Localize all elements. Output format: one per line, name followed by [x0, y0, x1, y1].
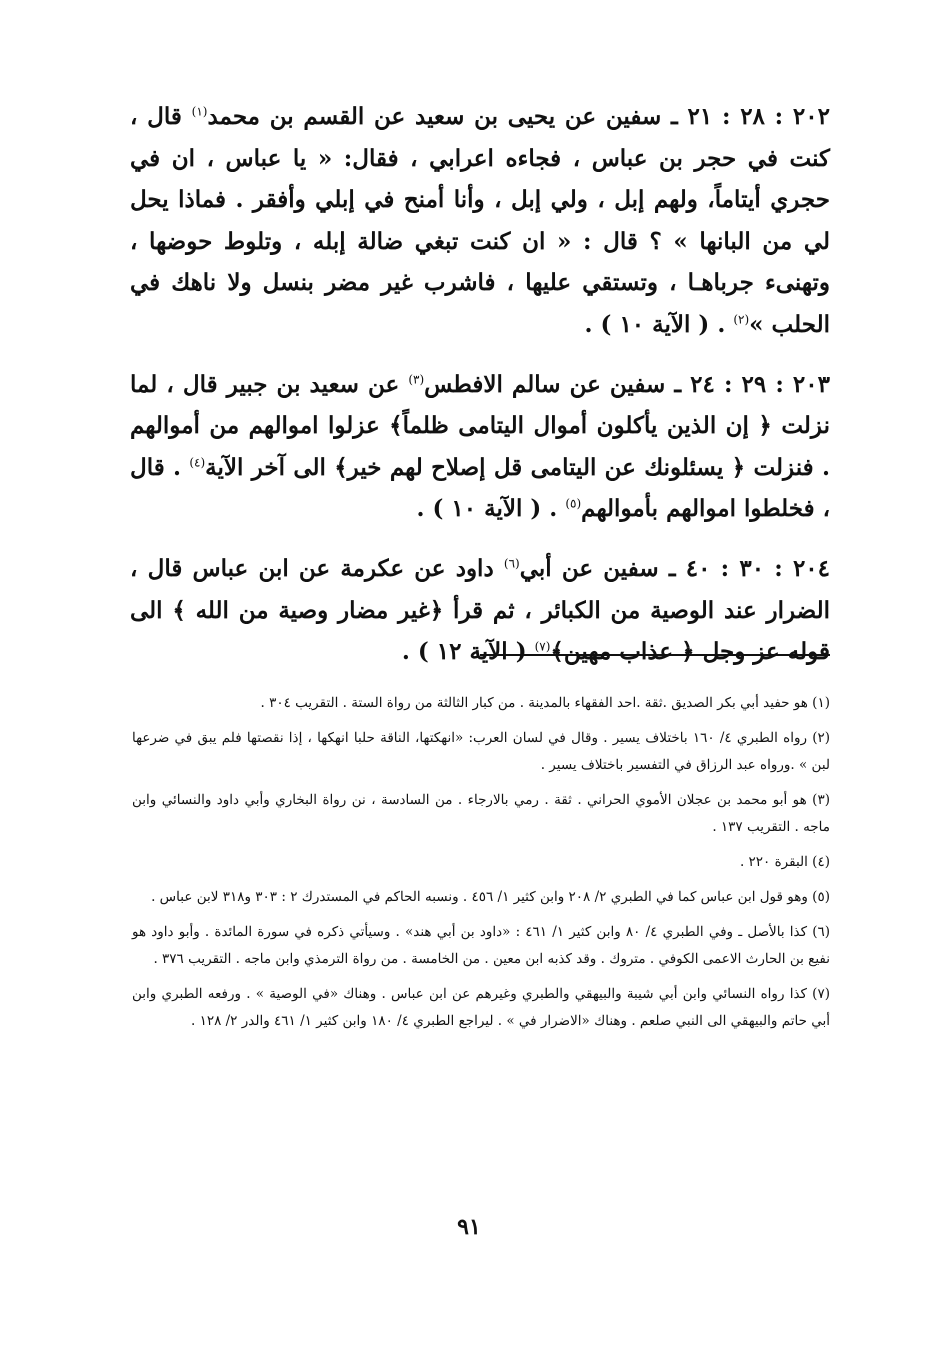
footnote-7: (٧) كذا رواه النسائي وابن أبي شيبة والبيهقي والطبري وغيرهم عن ابن عباس . وهناك «في الوصية » . ورفعه الطبري وابن أبي حاتم والبيهقي الى النبي صلعم . وهناك «الاضرار في » . ليراجع الطبري ٤/ ١٨٠ وابن كثير ١/ ٤٦١ والدر ٢/ ١٢٨ . [132, 986, 830, 1029]
footnote-ref-6[interactable]: (٦) [503, 556, 520, 571]
footnote-ref-4[interactable]: (٤) [189, 455, 206, 470]
footnote-2: (٢) رواه الطبري ٤/ ١٦٠ باختلاف يسير . وقال في لسان العرب: «انهكتها، الناقة حلبا انهكها ، إذا نقصتها فلم يبق في ضرعها لبن » .ورواه عبد الرزاق في التفسير باختلاف يسير . [132, 730, 831, 773]
footnotes [132, 690, 830, 1043]
footnote-ref-5[interactable]: (٥) [565, 496, 582, 511]
paragraph-202: ٢٠٢ : ٢٨ : ٢١ ـ سفين عن يحيى بن سعيد عن القسم بن محمد$^{(١)}$ قال ، كنت في حجر بن عباس ، فجاءه اعرابي ، فقال: « يا عباس ، ان في حجري أيتاماً، ولهم إبل ، ولي إبل ، وأنا أمنح في إبلي وأفقر . فماذا يحل لي من البانها » ؟ قال : « ان كنت تبغي ضالة إبله ، وتلوط حوضها ، وتهنىء جرباهـا ، وتستقي عليها ، فاشرب غير مضر بنسل ولا ناهك في الحلب »$^{(٢)}$ . ( الآية ١٠ ) . [130, 103, 831, 338]
footnote-3: (٣) هو أبو محمد بن عجلان الأموي الحراني . ثقة . رمي بالارجاء . من السادسة ، نن رواة البخاري وأبي داود والنسائي وابن ماجه . التقريب ١٣٧ . [132, 792, 830, 835]
footnote-ref-2[interactable]: (٢) [733, 312, 750, 327]
main-text [130, 96, 830, 691]
page-number: ٩١ [457, 1214, 481, 1240]
footnote-ref-7[interactable]: (٧) [534, 639, 551, 654]
footnote-ref-3[interactable]: (٣) [408, 371, 425, 386]
footnote-5: (٥) وهو قول ابن عباس كما في الطبري ٢/ ٢٠٨ وابن كثير ١/ ٤٥٦ . ونسبه الحاكم في المستدرك ٢ : ٣٠٣ و٣١٨ لابن عباس . [151, 889, 830, 905]
footnote-4: (٤) البقرة ٢٢٠ . [739, 854, 830, 870]
footnote-ref-1[interactable]: (١) [191, 104, 208, 119]
footnote-1: (١) هو حفيد أبي بكر الصديق .ثقة .احد الفقهاء بالمدينة . من كبار الثالثة من رواة الستة . التقريب ٣٠٤ . [260, 695, 830, 711]
paragraph-203: ٢٠٣ : ٢٩ : ٢٤ ـ سفين عن سالم الافطس$^{(٣)}$ عن سعيد بن جبير قال ، لما نزلت ﴿ إن الذين يأكلون أموال اليتامى ظلماً﴾ عزلوا اموالهم من أموالهم . فنزلت ﴿ يسئلونك عن اليتامى قل إصلاح لهم خير﴾ الى آخر الآية$^{(٤)}$ . قال ، فخلطوا اموالهم بأموالهم$^{(٥)}$ . ( الآية ١٠ ) . [130, 370, 830, 523]
paragraph-204: ٢٠٤ : ٣٠ : ٤٠ ـ سفين عن أبي$^{(٦)}$ داود عن عكرمة عن ابن عباس قال ، الضرار عند الوصية من الكبائر ، ثم قرأ ﴿غير مضار وصية من الله ﴾ الى قوله عز وجل ﴿ عذاب مهين﴾$^{(٧)}$ ( الآية ١٢ ) . [130, 554, 830, 666]
footnote-6: (٦) كذا بالأصل ـ وفي الطبري ٤/ ٨٠ وابن كثير ١/ ٤٦١ : «داود بن أبي هند» . وسيأتي ذكره في سورة المائدة . وأبو داود هو نفيع بن الحارث الاعمى الكوفي . متروك . وقد كذبه ابن معين . من الخامسة . من رواة الترمذي وابن ماجه . التقريب ٣٧٦ . [132, 924, 831, 967]
footnote-separator [480, 654, 830, 656]
